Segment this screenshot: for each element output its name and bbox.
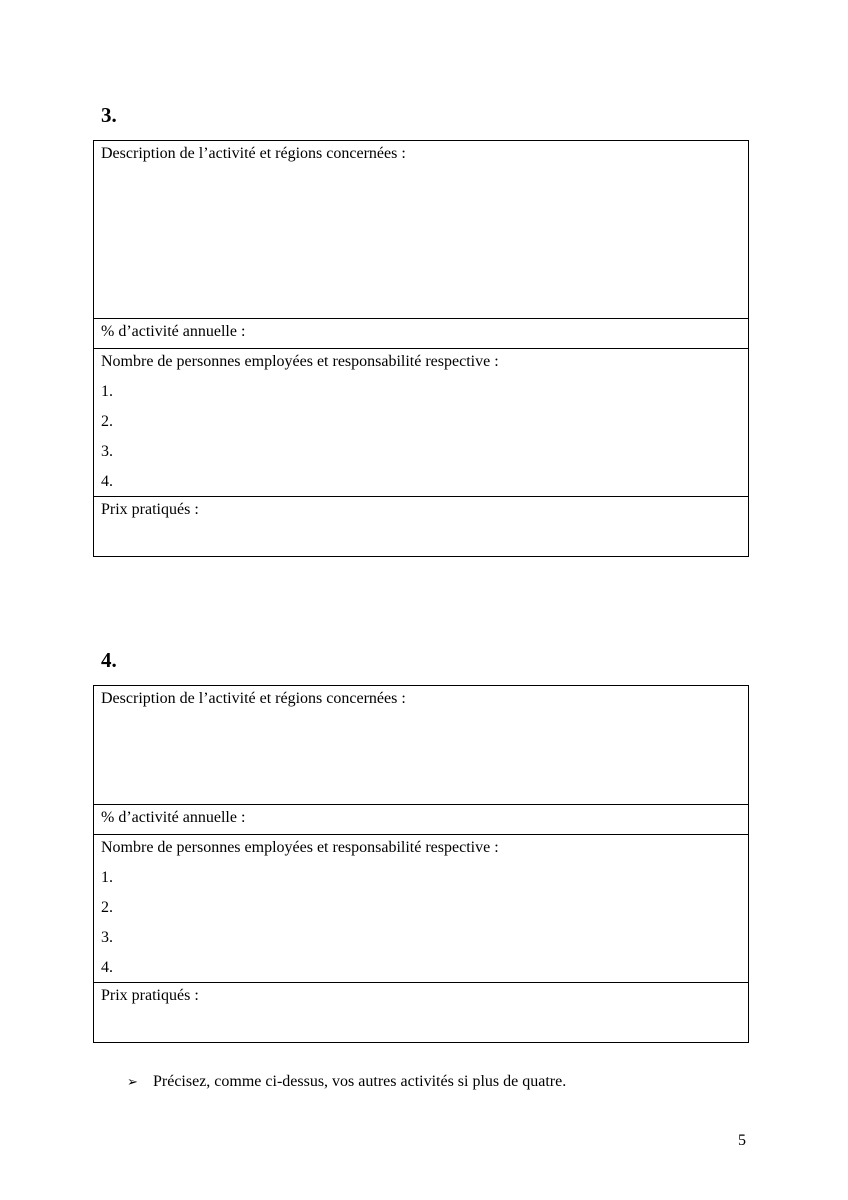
employees-label: Nombre de personnes employées et responsabilité respective : (101, 839, 499, 856)
activity-percent-field[interactable] (94, 319, 748, 349)
employees-field[interactable] (94, 349, 748, 497)
employee-line: 4. (101, 473, 113, 490)
employees-field[interactable] (94, 835, 748, 983)
prices-label: Prix pratiqués : (101, 501, 199, 518)
instruction-text: Précisez, comme ci-dessus, vos autres activités si plus de quatre. (153, 1073, 567, 1090)
employee-line: 2. (101, 899, 113, 916)
employee-line: 1. (101, 869, 113, 886)
section-number: 3. (101, 103, 117, 127)
activity-form-box (93, 140, 749, 557)
prices-field[interactable] (94, 983, 748, 1042)
employees-label: Nombre de personnes employées et responsabilité respective : (101, 353, 499, 370)
prices-field[interactable] (94, 497, 748, 556)
employee-line: 1. (101, 383, 113, 400)
employee-line: 4. (101, 959, 113, 976)
employee-line: 2. (101, 413, 113, 430)
activity-percent-field[interactable] (94, 805, 748, 835)
description-label: Description de l’activité et régions concernées : (101, 690, 406, 707)
page-number: 5 (738, 1132, 746, 1149)
section-number: 4. (101, 648, 117, 672)
activity-percent-label: % d’activité annuelle : (101, 323, 246, 340)
employee-line: 3. (101, 929, 113, 946)
activity-percent-label: % d’activité annuelle : (101, 809, 246, 826)
description-field[interactable] (94, 686, 748, 805)
arrow-bullet-icon: ➢ (127, 1075, 138, 1090)
activity-form-box (93, 685, 749, 1043)
description-field[interactable] (94, 141, 748, 319)
employee-line: 3. (101, 443, 113, 460)
instruction-note (127, 1073, 566, 1092)
prices-label: Prix pratiqués : (101, 987, 199, 1004)
description-label: Description de l’activité et régions concernées : (101, 145, 406, 162)
